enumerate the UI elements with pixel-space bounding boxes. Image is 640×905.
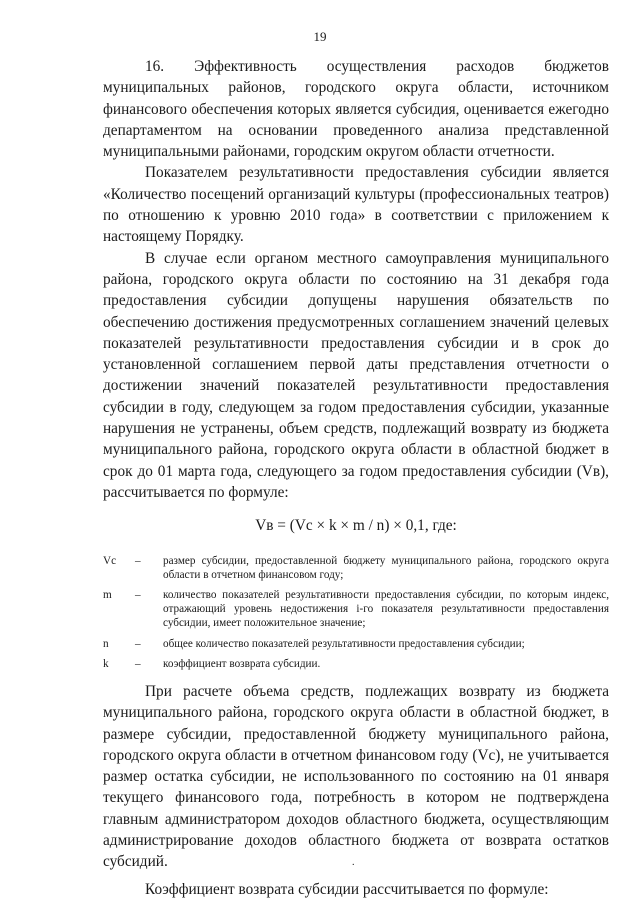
definition-text: коэффициент возврата субсидии. — [163, 657, 321, 670]
definition-dash: – — [135, 588, 141, 601]
definition-dash: – — [135, 637, 141, 650]
definition-symbol: m — [103, 588, 112, 601]
page-mark: . — [352, 857, 355, 868]
definition-symbol: n — [103, 637, 109, 650]
document-body — [103, 56, 609, 900]
definition-dash: – — [135, 657, 141, 670]
definition-row — [103, 657, 609, 671]
definitions-list — [103, 554, 609, 671]
page-number: 19 — [313, 29, 327, 44]
definition-text: общее количество показателей результативности предоставления субсидии; — [163, 637, 525, 650]
definition-symbol: Vс — [103, 554, 117, 567]
definition-text: количество показателей результативности предоставления субсидии, по которым индекс, отражающий уровень недостижения i-го показателя результативности предоставления субсидии, имеет положительное значение; — [163, 588, 609, 630]
definition-row — [103, 588, 609, 631]
paragraph-calculation-note: При расчете объема средств, подлежащих возврату из бюджета муниципального района, городского округа области в областной бюджет, в размере субсидии, предоставленной бюджету муниципального района, городского округа области в отчетном финансовом году (Vс), не учитывается размер остатка субсидии, не использованного по состоянию на 01 января текущего финансового года, потребность в котором не подтверждена главным администратором доходов областного бюджета, осуществляющим администрирование доходов областного бюджета от возврата остатков субсидий. — [103, 682, 609, 871]
definition-row — [103, 637, 609, 651]
definition-symbol: k — [103, 657, 109, 670]
paragraph-efficiency: 16. Эффективность осуществления расходов бюджетов муниципальных районов, городского округа области, источником финансового обеспечения которых является субсидия, оценивается ежегодно департаментом на основании проведенного анализа представленной муниципальными районами, городским округом области отчетности. — [103, 58, 609, 161]
paragraph-violation-case: В случае если органом местного самоуправления муниципального района, городского округа области по состоянию на 31 декабря года предоставления субсидии допущены нарушения обязательств по обеспечению достижения предусмотренных соглашением значений целевых показателей результативности предоставления субсидии и в срок до установленной соглашением первой даты представления отчетности о достижении значений показателей результативности предоставления субсидии в году, следующем за годом предоставления субсидии, указанные нарушения не устранены, объем средств, подлежащий возврату из бюджета муниципального района, городского округа области в областной бюджет в срок до 01 марта года, следующего за годом предоставления субсидии (Vв), рассчитывается по формуле: — [103, 249, 609, 501]
definition-text: размер субсидии, предоставленной бюджету муниципального района, городского округа области в отчетном финансовом году; — [163, 554, 609, 581]
paragraph-coefficient-intro: Коэффициент возврата субсидии рассчитывается по формуле: — [145, 880, 549, 898]
formula-return-volume: Vв = (Vс × k × m / n) × 0,1, где: — [255, 517, 457, 535]
paragraph-indicator: Показателем результативности предоставления субсидии является «Количество посещений организаций культуры (профессиональных театров) по отношению к уровню 2010 года» в соответствии с приложением к настоящему Порядку. — [103, 164, 609, 246]
definition-dash: – — [135, 554, 141, 567]
definition-row — [103, 554, 609, 582]
